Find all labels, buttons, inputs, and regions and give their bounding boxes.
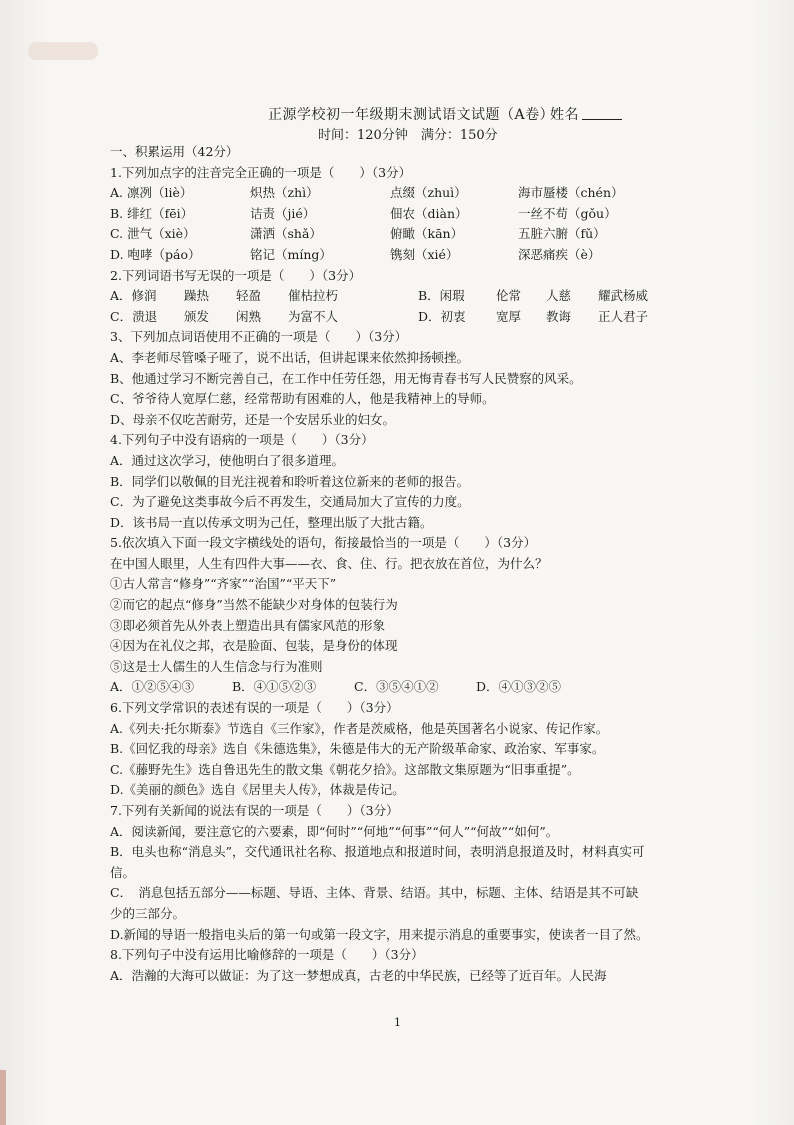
question-6-option-b: B.《回忆我的母亲》选自《朱德选集》，朱德是伟大的无产阶级革命家、政治家、军事家。	[110, 741, 605, 757]
paper-smudge	[28, 42, 98, 60]
question-4-option-b: B．同学们以敬佩的目光注视着和聆听着这位新来的老师的报告。	[110, 473, 470, 489]
question-7-option-d: D.新闻的导语一般指电头后的第一句或第一段文字，用来提示消息的重要事实，使读者一目了然。	[110, 926, 649, 942]
question-8-stem: 8.下列句子中没有运用比喻修辞的一项是（ ）（3分）	[110, 947, 424, 963]
question-1-row-d	[110, 245, 710, 266]
question-5-stem: 5.依次填入下面一段文字横线处的语句，衔接最恰当的一项是（ ）（3分）	[110, 535, 537, 551]
q1-d-1: D. 咆哮（páo）	[110, 246, 201, 262]
q1-b-4: 一丝不苟（gǒu）	[518, 205, 617, 221]
question-5-item-5: ⑤这是士人儒生的人生信念与行为准则	[110, 658, 323, 674]
question-6-option-c: C.《藤野先生》选自鲁迅先生的散文集《朝花夕拾》。这部散文集原题为“旧事重提”。	[110, 761, 580, 777]
section-title: 一、积累运用（42分）	[110, 144, 239, 159]
question-5-intro: 在中国人眼里，人生有四件大事——衣、食、住、行。把衣放在首位，为什么？	[110, 555, 548, 571]
q2-r2-1: C．溃退	[110, 308, 158, 324]
question-6-stem: 6.下列文学常识的表述有误的一项是（ ）（3分）	[110, 700, 399, 716]
q2-r1-6: 伦常	[496, 288, 522, 304]
q1-c-1: C. 泄气（xiè）	[110, 226, 196, 242]
exam-subtitle: 时间：120分钟 满分：150分	[318, 128, 498, 143]
q1-b-3: 佃农（diàn）	[390, 205, 468, 221]
q1-d-3: 镌刻（xié）	[390, 246, 459, 262]
question-7-stem: 7.下列有关新闻的说法有误的一项是（ ）（3分）	[110, 803, 399, 818]
exam-content	[110, 142, 710, 986]
name-label: 姓名	[550, 107, 579, 123]
question-4-stem: 4.下列句子中没有语病的一项是（ ）（3分）	[110, 432, 374, 448]
question-2-row-2	[110, 307, 710, 328]
q5-choice-c: C．③⑤④①②	[354, 679, 439, 695]
q1-d-4: 深恶痛疾（è）	[518, 246, 601, 262]
q1-b-1: B. 绯红（fēi）	[110, 205, 194, 221]
q1-c-3: 俯瞰（kān）	[390, 226, 464, 242]
question-4-option-d: D．该书局一直以传承文明为己任，整理出版了大批古籍。	[110, 514, 433, 530]
question-1-row-b	[110, 204, 710, 225]
q1-a-2: 炽热（zhì）	[250, 185, 319, 201]
question-1-row-c	[110, 224, 710, 245]
question-1-row-a	[110, 183, 710, 204]
q1-d-2: 铭记（míng）	[250, 246, 332, 262]
q1-b-2: 诘责（jié）	[250, 205, 316, 221]
q1-a-1: A. 凛冽（liè）	[110, 185, 193, 201]
question-3-stem: 3、下列加点词语使用不正确的一项是（ ）（3分）	[110, 329, 408, 345]
exam-title: 正源学校初一年级期末测试语文试题（A卷）	[268, 107, 555, 123]
question-7-option-a: A．阅读新闻，要注意它的六要素，即“何时”“何地”“何事”“何人”“何故”“如何”。	[110, 823, 559, 839]
q1-c-2: 潇洒（shǎ）	[250, 226, 322, 242]
q2-r2-2: 颁发	[184, 308, 210, 324]
question-5-item-1: ①古人常言“修身”“齐家”“治国”“平天下”	[110, 576, 337, 592]
question-5-item-3: ③即必须首先从外表上塑造出具有儒家风范的形象	[110, 617, 386, 633]
q2-r2-6: 宽厚	[496, 308, 522, 324]
question-2-row-1	[110, 286, 710, 307]
q1-a-4: 海市蜃楼（chén）	[518, 185, 624, 201]
q1-a-3: 点缀（zhuì）	[390, 185, 467, 201]
question-5-choices	[110, 677, 710, 698]
q2-r1-8: 耀武杨威	[598, 288, 649, 304]
q5-choice-a: A．①②⑤④③	[110, 679, 195, 695]
q2-r1-2: 躁热	[184, 288, 210, 304]
question-6-option-a: A.《列夫·托尔斯泰》节选自《三作家》，作者是茨威格，他是英国著名小说家、传记作家。	[110, 720, 609, 736]
q2-r2-4: 为富不人	[288, 308, 339, 324]
question-5-item-2: ②而它的起点“修身”当然不能缺少对身体的包装行为	[110, 597, 398, 613]
q2-r2-8: 正人君子	[598, 308, 649, 324]
question-4-option-a: A．通过这次学习，使他明白了很多道理。	[110, 452, 345, 468]
question-7-option-b-line1: B．电头也称“消息头”，交代通讯社名称、报道地点和报道时间，表明消息报道及时，材料真实可	[110, 844, 645, 860]
question-4-option-c: C．为了避免这类事故今后不再发生，交通局加大了宣传的力度。	[110, 494, 470, 510]
q2-r2-7: 教诲	[546, 308, 572, 324]
q5-choice-b: B．④①⑤②③	[232, 679, 317, 695]
q2-r1-4: 催枯拉朽	[288, 288, 339, 304]
question-3-option-d: D、母亲不仅吃苦耐劳，还是一个安居乐业的妇女。	[110, 411, 396, 427]
q2-r1-7: 人慈	[546, 288, 572, 304]
q2-r1-3: 轻盈	[236, 288, 262, 304]
q2-r1-1: A．修润	[110, 288, 157, 304]
name-blank-line	[582, 119, 622, 120]
question-2-stem: 2.下列词语书写无误的一项是（ ）（3分）	[110, 267, 362, 283]
question-3-option-b: B、他通过学习不断完善自己，在工作中任劳任怨，用无悔青春书写人民赞察的风采。	[110, 370, 582, 386]
question-7-option-c-line1: C． 消息包括五部分——标题、导语、主体、背景、结语。其中，标题、主体、结语是其不可缺	[110, 885, 639, 901]
question-1-stem: 1.下列加点字的注音完全正确的一项是（ ）（3分）	[110, 164, 412, 180]
question-3-option-a: A、李老师尽管嗓子哑了，说不出话，但讲起课来依然抑扬顿挫。	[110, 349, 470, 365]
q2-r2-5: D．初衷	[418, 308, 466, 324]
q5-choice-d: D．④①③②⑤	[476, 679, 562, 695]
question-6-option-d: D.《美丽的颜色》选自《居里夫人传》，体裁是传记。	[110, 782, 405, 798]
question-3-option-c: C、爷爷待人宽厚仁慈，经常帮助有困难的人，他是我精神上的导师。	[110, 391, 495, 407]
q2-r2-3: 闲熟	[236, 308, 262, 324]
q2-r1-5: B．闲瑕	[418, 288, 465, 304]
page-number: 1	[394, 1016, 401, 1029]
question-7-option-c-line2: 少的三部分。	[110, 905, 186, 921]
question-5-item-4: ④因为在礼仪之邦，衣是脸面、包装，是身份的体现	[110, 638, 398, 654]
paper-edge-mark	[0, 1070, 6, 1125]
question-7-option-b-line2: 信。	[110, 864, 136, 880]
question-8-option-a: A．浩瀚的大海可以做证：为了这一梦想成真，古老的中华民族，已经等了近百年。人民海	[110, 967, 607, 983]
q1-c-4: 五脏六腑（fǔ）	[518, 226, 606, 242]
